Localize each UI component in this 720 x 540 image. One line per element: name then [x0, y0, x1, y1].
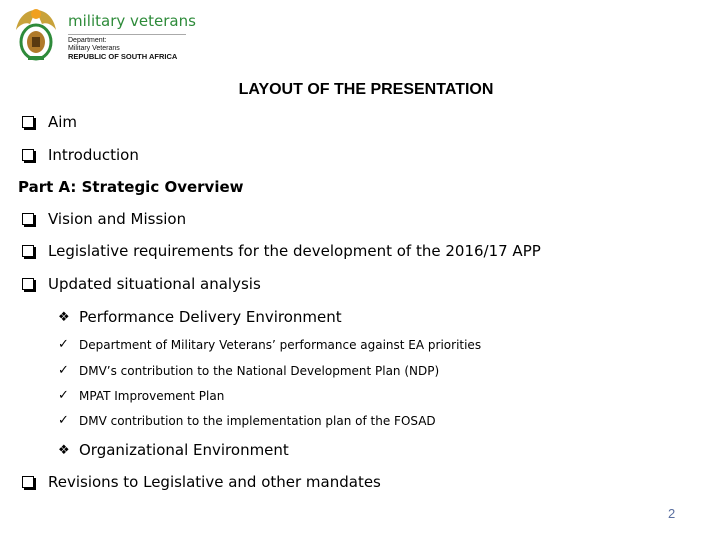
- square-bullet-icon: [22, 213, 34, 225]
- list-item: [20, 113, 77, 131]
- slide-title: LAYOUT OF THE PRESENTATION: [238, 81, 494, 98]
- dept-line: Military Veterans: [68, 45, 120, 52]
- list-item: [20, 473, 381, 491]
- item-text: DMV’s contribution to the National Development Plan (NDP): [79, 363, 440, 378]
- list-item: [20, 210, 186, 228]
- square-bullet-icon: [22, 278, 34, 290]
- sub-item: [58, 308, 342, 326]
- diamond-bullet-icon: ❖: [58, 442, 70, 458]
- item-text: Introduction: [48, 146, 139, 164]
- coat-of-arms-icon: [12, 4, 60, 64]
- sub-item: [58, 441, 289, 459]
- diamond-bullet-icon: ❖: [58, 309, 70, 325]
- item-text: Legislative requirements for the development of the 2016/17 APP: [48, 242, 541, 260]
- item-text: Updated situational analysis: [48, 275, 261, 293]
- checkmark-icon: ✓: [58, 388, 69, 403]
- square-bullet-icon: [22, 149, 34, 161]
- checkmark-icon: ✓: [58, 413, 69, 428]
- department-label: [68, 37, 177, 62]
- item-text: Vision and Mission: [48, 210, 187, 228]
- divider: [68, 34, 186, 35]
- square-bullet-icon: [22, 476, 34, 488]
- checkmark-icon: ✓: [58, 363, 69, 378]
- item-text: Performance Delivery Environment: [79, 308, 342, 326]
- check-item: [58, 388, 224, 403]
- item-text: Revisions to Legislative and other mandates: [48, 473, 381, 491]
- item-text: Aim: [48, 113, 78, 131]
- page-number: 2: [668, 506, 676, 521]
- dept-line: Department:: [68, 37, 107, 44]
- check-item: [58, 363, 439, 378]
- brand-name: military veterans: [68, 12, 196, 30]
- list-item: [20, 242, 541, 260]
- item-text: Department of Military Veterans’ performance against EA priorities: [79, 337, 482, 352]
- country-line: REPUBLIC OF SOUTH AFRICA: [68, 52, 178, 61]
- check-item: [58, 337, 481, 352]
- list-item: [20, 146, 139, 164]
- header-logo: [12, 4, 196, 68]
- item-text: DMV contribution to the implementation plan of the FOSAD: [79, 413, 436, 428]
- check-item: [58, 413, 436, 428]
- item-text: MPAT Improvement Plan: [79, 388, 225, 403]
- square-bullet-icon: [22, 116, 34, 128]
- list-item: [20, 275, 261, 293]
- section-heading: Part A: Strategic Overview: [18, 178, 244, 196]
- item-text: Organizational Environment: [79, 441, 289, 459]
- square-bullet-icon: [22, 245, 34, 257]
- checkmark-icon: ✓: [58, 337, 69, 352]
